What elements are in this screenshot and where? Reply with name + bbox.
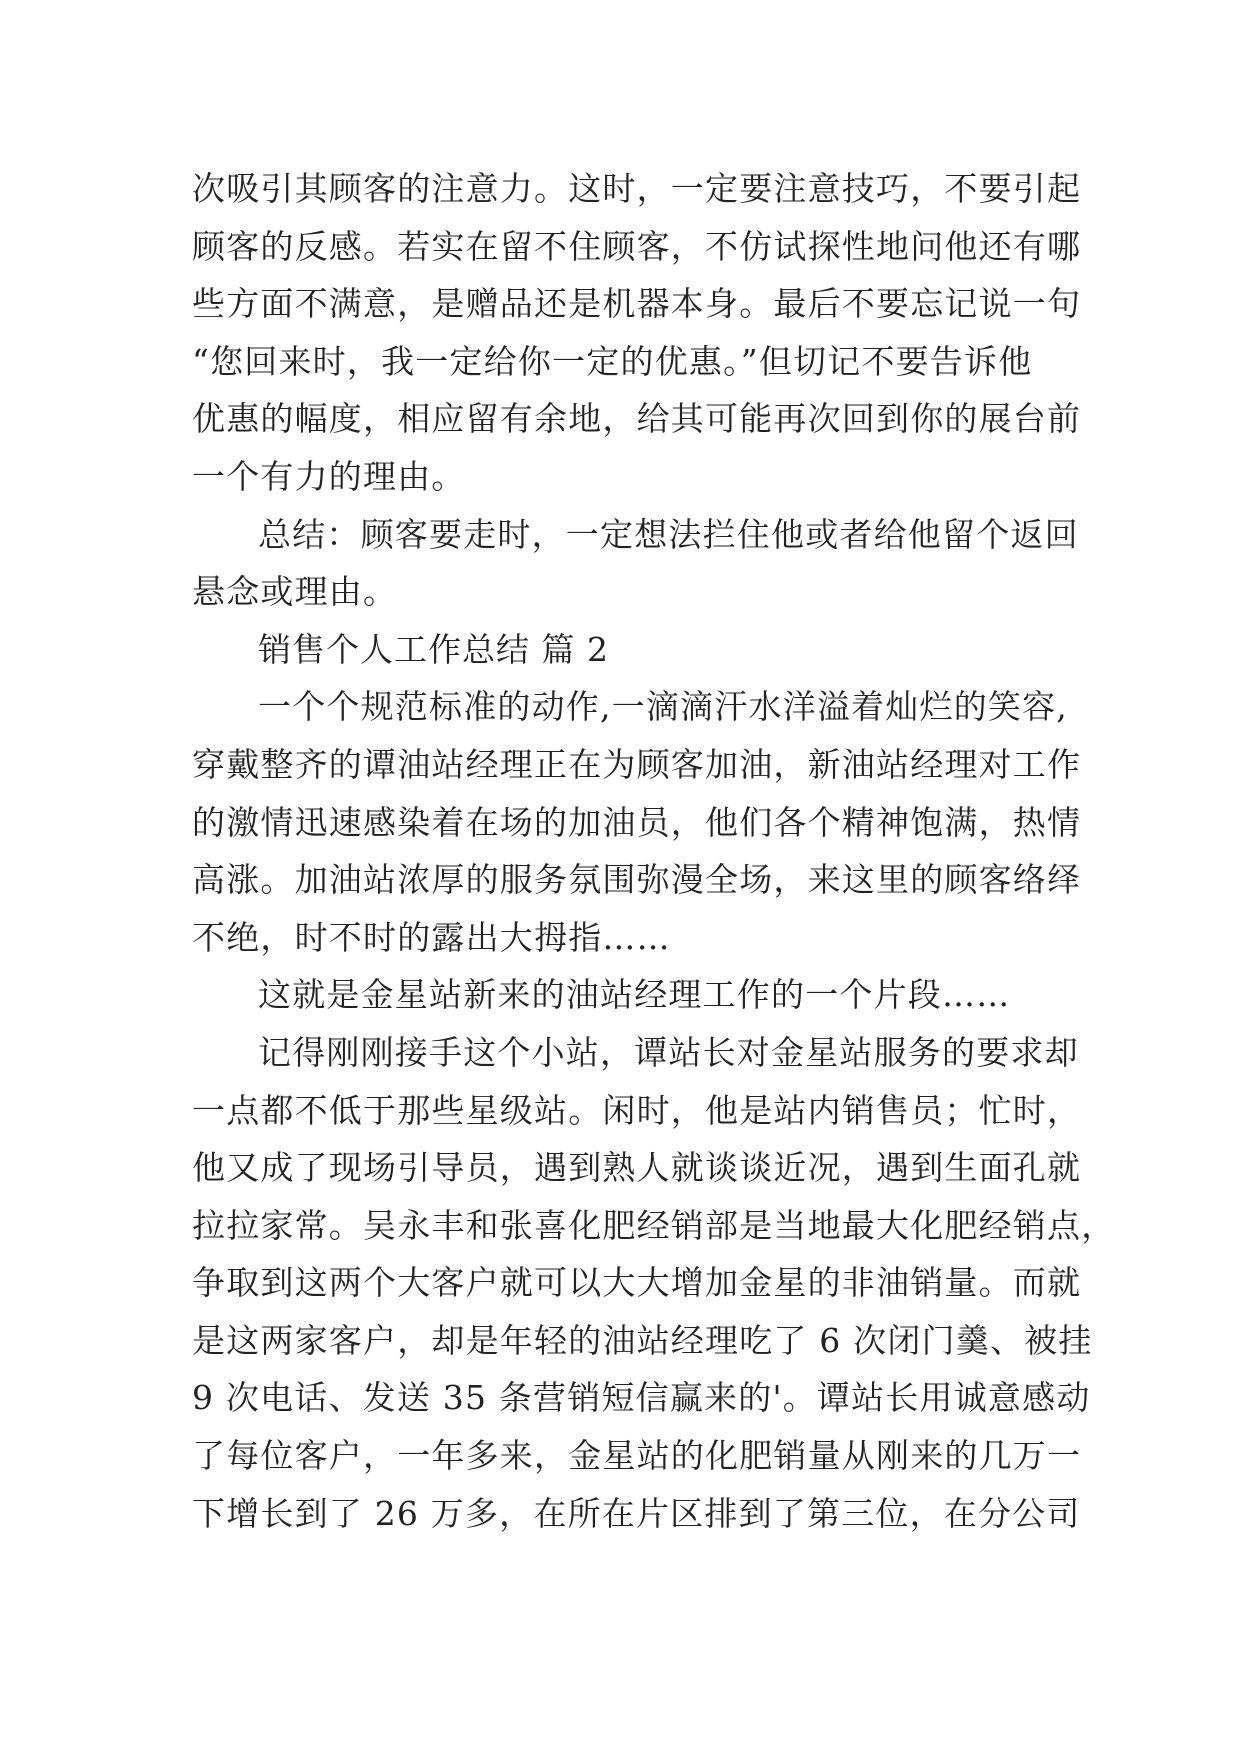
text-line: 了每位客户，一年多来，金星站的化肥销量从刚来的几万一 xyxy=(192,1436,1082,1476)
text-line: 优惠的幅度，相应留有余地，给其可能再次回到你的展台前 xyxy=(192,399,1082,439)
paragraph-fragment xyxy=(192,966,1062,1024)
text-line: 悬念或理由。 xyxy=(192,572,398,612)
text-line: 不绝，时不时的露出大拇指…… xyxy=(192,917,671,957)
text-line: 些方面不满意，是赠品还是机器本身。最后不要忘记说一句 xyxy=(192,284,1082,324)
paragraph-summary xyxy=(192,506,1079,621)
section-heading-text: 销售个人工作总结 篇 2 xyxy=(258,629,609,669)
paragraph-opening-scene xyxy=(192,678,1082,966)
text-line: 穿戴整齐的谭油站经理正在为顾客加油，新油站经理对工作 xyxy=(192,744,1082,784)
text-line: 高涨。加油站浓厚的服务氛围弥漫全场，来这里的顾客络绎 xyxy=(192,860,1082,900)
text-line: 记得刚刚接手这个小站，谭站长对金星站服务的要求却 xyxy=(258,1032,1079,1072)
text-line: 一点都不低于那些星级站。闲时，他是站内销售员；忙时， xyxy=(192,1090,1082,1130)
text-line: 拉拉家常。吴永丰和张喜化肥经销部是当地最大化肥经销点， xyxy=(192,1205,1116,1245)
document-page xyxy=(192,160,1116,1542)
text-line: 一个有力的理由。 xyxy=(192,456,466,496)
text-line: 他又成了现场引导员，遇到熟人就谈谈近况，遇到生面孔就 xyxy=(192,1148,1082,1188)
text-line: 9 次电话、发送 35 条营销短信赢来的'。谭站长用诚意感动 xyxy=(192,1378,1091,1418)
section-heading xyxy=(192,621,1062,679)
text-line: 顾客的反感。若实在留不住顾客，不仿试探性地问他还有哪 xyxy=(192,226,1082,266)
text-line: 是这两家客户，却是年轻的油站经理吃了 6 次闭门羹、被挂 xyxy=(192,1320,1093,1360)
paragraph-story xyxy=(192,1024,1116,1542)
text-line: 的激情迅速感染着在场的加油员，他们各个精神饱满，热情 xyxy=(192,802,1082,842)
text-line: “您回来时，我一定给你一定的优惠。”但切记不要告诉他 xyxy=(192,341,1033,381)
text-line: 争取到这两个大客户就可以大大增加金星的非油销量。而就 xyxy=(192,1263,1082,1303)
text-line: 下增长到了 26 万多，在所在片区排到了第三位，在分公司 xyxy=(192,1493,1081,1533)
paragraph-continuation xyxy=(192,160,1082,506)
text-line: 这就是金星站新来的油站经理工作的一个片段…… xyxy=(258,975,1011,1015)
text-line: 总结：顾客要走时，一定想法拦住他或者给他留个返回 xyxy=(258,514,1079,554)
text-line: 次吸引其顾客的注意力。这时，一定要注意技巧，不要引起 xyxy=(192,169,1082,208)
text-line: 一个个规范标准的动作,一滴滴汗水洋溢着灿烂的笑容, xyxy=(258,687,1068,727)
